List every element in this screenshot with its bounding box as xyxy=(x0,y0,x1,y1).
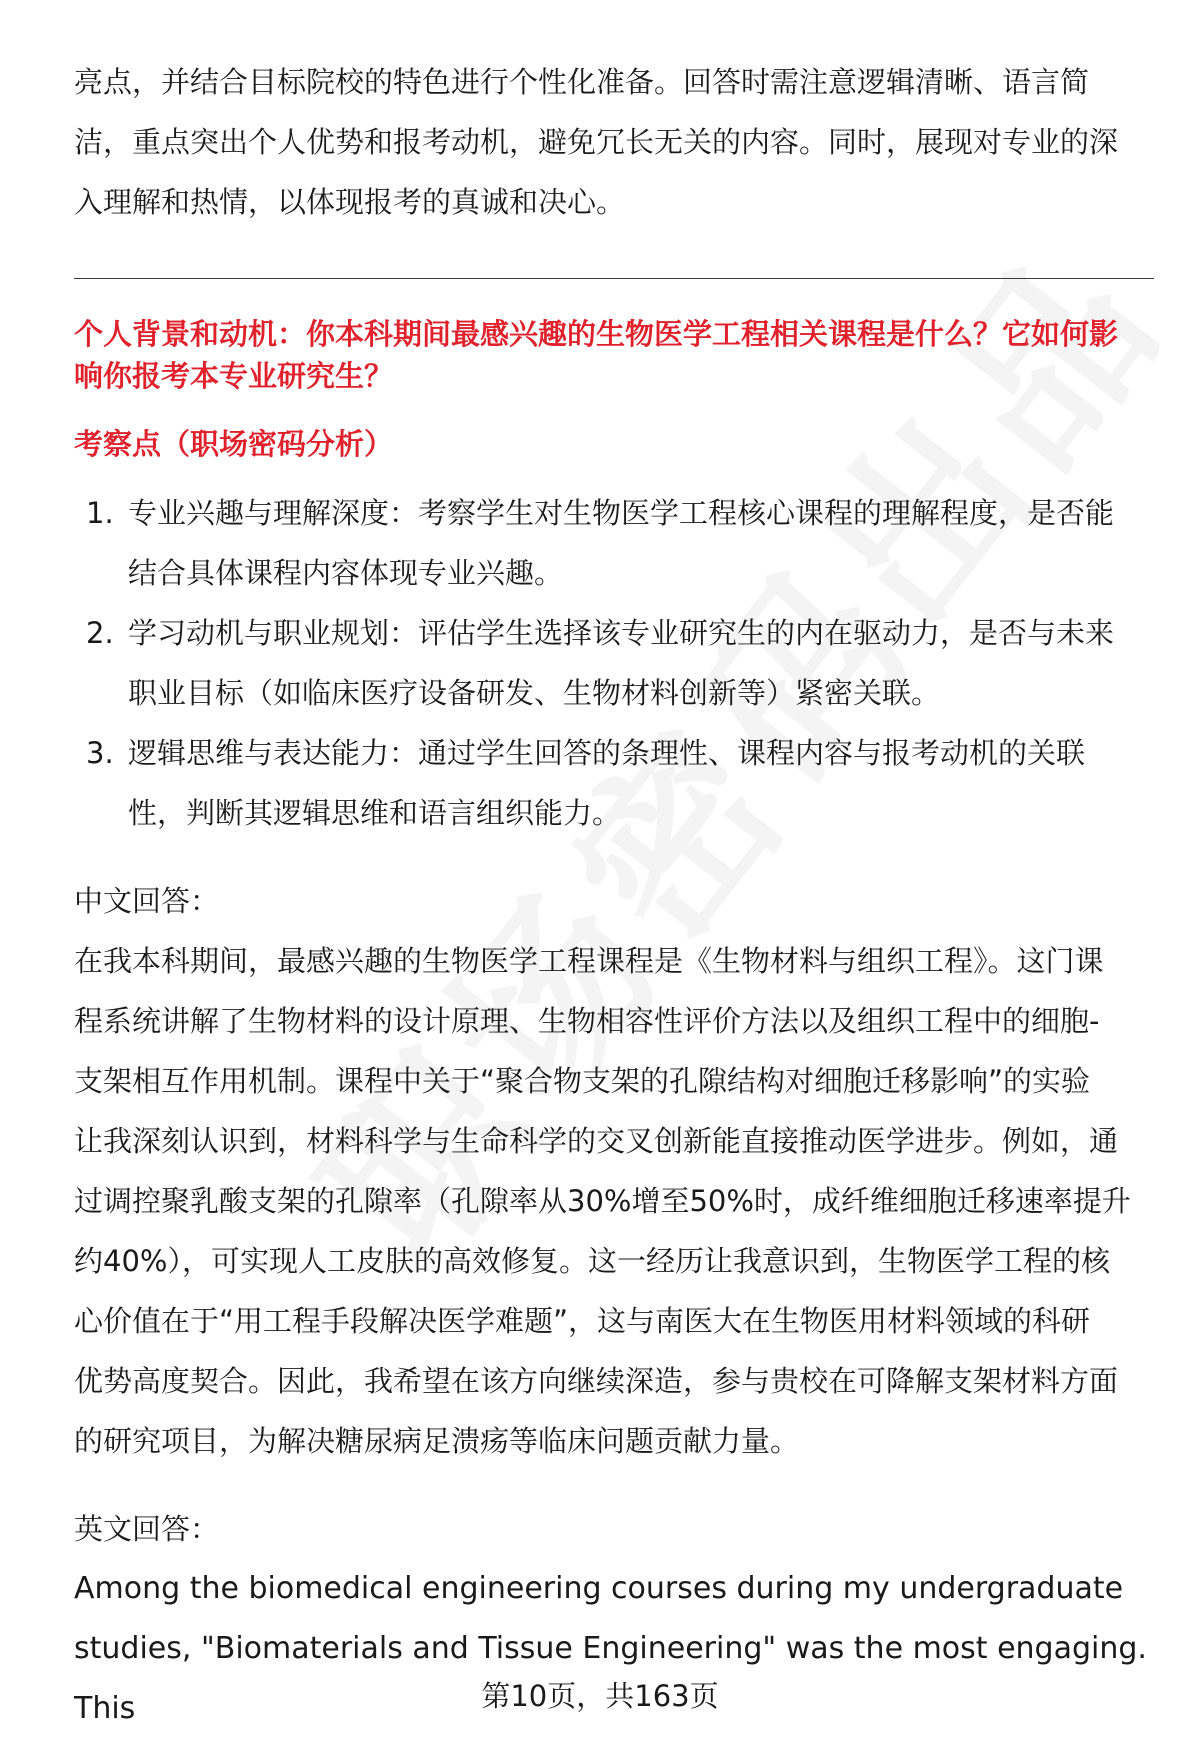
text-line: 让我深刻认识到，材料科学与生命科学的交叉创新能直接推动医学进步。例如，通 xyxy=(74,1124,1119,1158)
question-line: 个人背景和动机：你本科期间最感兴趣的生物医学工程相关课程是什么？它如何影 xyxy=(74,317,1119,351)
list-item-text: 性，判断其逻辑思维和语言组织能力。 xyxy=(128,796,622,830)
text-line: 过调控聚乳酸支架的孔隙率（孔隙率从30%增至50%时，成纤维细胞迁移速率提升 xyxy=(74,1184,1131,1218)
list-item xyxy=(74,483,1154,603)
english-answer-label: 英文回答： xyxy=(74,1512,220,1546)
list-number: 3. xyxy=(86,736,114,770)
text-line: 洁，重点突出个人优势和报考动机，避免冗长无关的内容。同时，展现对专业的深 xyxy=(74,125,1119,159)
assessment-list xyxy=(74,483,1154,843)
text-line: studies, "Biomaterials and Tissue Engineering" was the most engaging. This xyxy=(74,1631,1147,1726)
text-line: Among the biomedical engineering courses during my undergraduate xyxy=(74,1571,1124,1606)
text-line: 支架相互作用机制。课程中关于“聚合物支架的孔隙结构对细胞迁移影响”的实验 xyxy=(74,1064,1091,1098)
section-divider xyxy=(74,278,1154,279)
list-item-text: 结合具体课程内容体现专业兴趣。 xyxy=(128,556,564,590)
list-item-text: 专业兴趣与理解深度：考察学生对生物医学工程核心课程的理解程度，是否能 xyxy=(128,496,1115,530)
chinese-answer-label: 中文回答： xyxy=(74,884,220,918)
chinese-answer xyxy=(74,931,1154,1471)
list-number: 1. xyxy=(86,496,114,530)
text-line: 约40%），可实现人工皮肤的高效修复。这一经历让我意识到，生物医学工程的核 xyxy=(74,1244,1110,1278)
list-item xyxy=(74,603,1154,723)
text-line: 优势高度契合。因此，我希望在该方向继续深造，参与贵校在可降解支架材料方面 xyxy=(74,1364,1119,1398)
text-line: 的研究项目，为解决糖尿病足溃疡等临床问题贡献力量。 xyxy=(74,1424,800,1458)
text-line: 心价值在于“用工程手段解决医学难题”，这与南医大在生物医用材料领域的科研 xyxy=(74,1304,1091,1338)
intro-paragraph xyxy=(74,52,1154,232)
text-line: 亮点，并结合目标院校的特色进行个性化准备。回答时需注意逻辑清晰、语言简 xyxy=(74,65,1090,99)
question-heading xyxy=(74,313,1154,397)
list-item-text: 逻辑思维与表达能力：通过学生回答的条理性、课程内容与报考动机的关联 xyxy=(128,736,1086,770)
list-item xyxy=(74,723,1154,843)
document-page xyxy=(74,52,1154,1739)
assessment-heading: 考察点（职场密码分析） xyxy=(74,427,394,461)
question-line: 响你报考本专业研究生？ xyxy=(74,359,394,393)
page-footer: 第10页，共163页 xyxy=(481,1679,719,1713)
text-line: 程系统讲解了生物材料的设计原理、生物相容性评价方法以及组织工程中的细胞- xyxy=(74,1004,1100,1038)
list-number: 2. xyxy=(86,616,114,650)
list-item-text: 职业目标（如临床医疗设备研发、生物材料创新等）紧密关联。 xyxy=(128,676,941,710)
list-item-text: 学习动机与职业规划：评估学生选择该专业研究生的内在驱动力，是否与未来 xyxy=(128,616,1115,650)
text-line: 入理解和热情，以体现报考的真诚和决心。 xyxy=(74,185,626,219)
text-line: 在我本科期间，最感兴趣的生物医学工程课程是《生物材料与组织工程》。这门课 xyxy=(74,944,1104,978)
